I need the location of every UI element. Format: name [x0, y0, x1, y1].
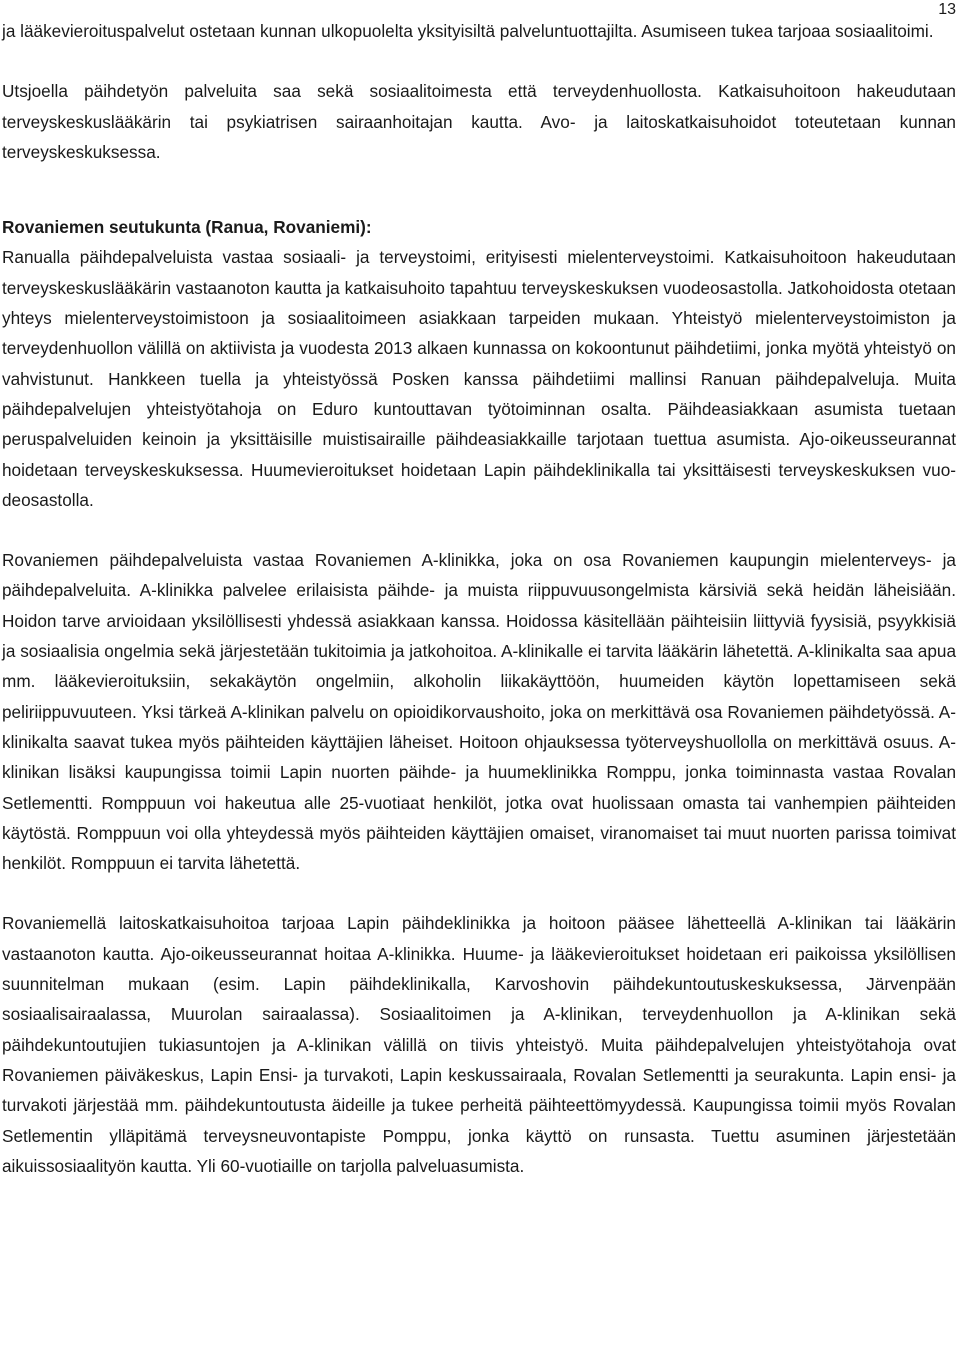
page-number: 13	[938, 1, 956, 18]
paragraph-utsjoki: Utsjoella päihdetyön palveluita saa sekä sosiaalitoimesta että terveydenhuollosta. Katkaisuhoitoon hakeudutaan terveyskeskuslääkärin tai psykiatrisen sairaanhoitajan kautta. Avo- ja laitoskatkaisuhoidot toteutetaan kunnan terveyskeskuksessa.	[2, 81, 956, 162]
document-body	[2, 16, 956, 1181]
paragraph-ranua: Ranualla päihdepalveluista vastaa sosiaali- ja terveystoimi, erityisesti mielenterveystoimi. Katkaisuhoitoon hakeudutaan terveyskeskuslääkärin vastaanoton kautta ja katkaisuhoito tapahtuu terveyskeskuksen vuodeosastolla. Jatkohoidosta otetaan yhteys mielenterveystoimistoon ja sosiaalitoimeen asiakkaan tarpeiden mukaan. Yhteistyö mielenterveystoimiston ja terveydenhuollon välillä on aktiivista ja vuodesta 2013 alkaen kunnassa on kokoontunut päihdetiimi, jonka myötä yhteistyö on vahvistunut. Hankkeen tuella ja yhteistyössä Posken kanssa päihdetiimi mallinsi Ranuan päihdepalveluja. Muita päihdepalvelujen yhteistyötahoja on Eduro kuntouttavan työtoiminnan osalta. Päihdeasiakkaan asumista tuetaan peruspalveluiden keinoin ja yksittäisille muistisairaille päihdeasiakkaille tarjotaan tuettua asumista. Ajo-oikeusseurannat hoidetaan terveyskeskuksessa. Huumevieroitukset hoidetaan Lapin päihdeklinikalla tai yksittäisesti terveyskeskuksen vuodeosastolla.	[2, 247, 956, 510]
paragraph-intro-continuation: ja lääkevieroituspalvelut ostetaan kunnan ulkopuolelta yksityisiltä palveluntuottajilta. Asumiseen tukea tarjoaa sosiaalitoimi.	[2, 21, 934, 41]
paragraph-rovaniemi-a-klinikka: Rovaniemen päihdepalveluista vastaa Rovaniemen A-klinikka, joka on osa Rovaniemen kaupungin mielenterveys- ja päihdepalveluita. A-klinikka palvelee erilaisista päihde- ja muista riippuvuusongelmista kärsiviä sekä heidän läheisiään. Hoidon tarve arvioidaan yksilöllisesti yhdessä asiakkaan kanssa. Hoidossa käsitellään päihteisiin liittyviä fyysisiä, psyykkisiä ja sosiaalisia ongelmia sekä järjestetään tukitoimia ja jatkohoitoa. A-klinikalle ei tarvita lääkärin lähetettä. A-klinikalta saa apua mm. lääkevieroituksiin, sekakäytön ongelmiin, alkoholin liikakäyttöön, huumeiden käytön lopettamiseen sekä peliriippuvuuteen. Yksi tärkeä A-klinikan palvelu on opioidikorvaushoito, joka on merkittävä osa Rovaniemen päihdetyössä. A-klinikalta saavat tukea myös päihteiden käyttäjien läheiset. Hoitoon ohjauksessa työterveyshuollolla on merkittävä osuus. A-klinikan lisäksi kaupungissa toimii Lapin nuorten päihde- ja huumeklinikka Romppu, jonka toiminnasta vastaa Rovalan Setlementti. Romppuun voi hakeutua alle 25-vuotiaat henkilöt, jotka ovat huolissaan omasta tai vanhempien päihteiden käytöstä. Romppuun voi olla yhteydessä myös päihteiden käyttäjien omaiset, viranomaiset tai muut nuorten parissa toimivat henkilöt. Romppuun ei tarvita lähetettä.	[2, 550, 956, 874]
paragraph-rovaniemi-laitoskatkaisu: Rovaniemellä laitoskatkaisuhoitoa tarjoaa Lapin päihdeklinikka ja hoitoon pääsee lähetteellä A-klinikan tai lääkärin vastaanoton kautta. Ajo-oikeusseurannat hoitaa A-klinikka. Huume- ja lääkevieroitukset hoidetaan eri paikoissa yksilöllisen suunnitelman mukaan (esim. Lapin päihdeklinikalla, Karvoshovin päihdekuntoutuskeskuksessa, Järvenpään sosiaalisairaalassa, Muurolan sairaalassa). Sosiaalitoimen ja A-klinikan, terveydenhuollon ja A-klinikan sekä päihdekuntoutujien tukiasuntojen ja A-klinikan välillä on tiivis yhteistyö. Muita päihdepalvelujen yhteistyötahoja ovat Rovaniemen päiväkeskus, Lapin Ensi- ja turvakoti, Lapin keskussairaala, Rovalan Setlementti ja seurakunta. Lapin ensi- ja turvakoti järjestää mm. päihdekuntoutusta äideille ja tukee perheitä päihteettömyydessä. Kaupungissa toimii myös Rovalan Setlementin ylläpitämä terveysneuvontapiste Pomppu, jonka käyttö on runsasta. Tuettu asuminen järjestetään aikuissosiaalityön kautta. Yli 60-vuotiaille on tarjolla palveluasumista.	[2, 913, 956, 1176]
section-heading: Rovaniemen seutukunta (Ranua, Rovaniemi):	[2, 217, 372, 238]
